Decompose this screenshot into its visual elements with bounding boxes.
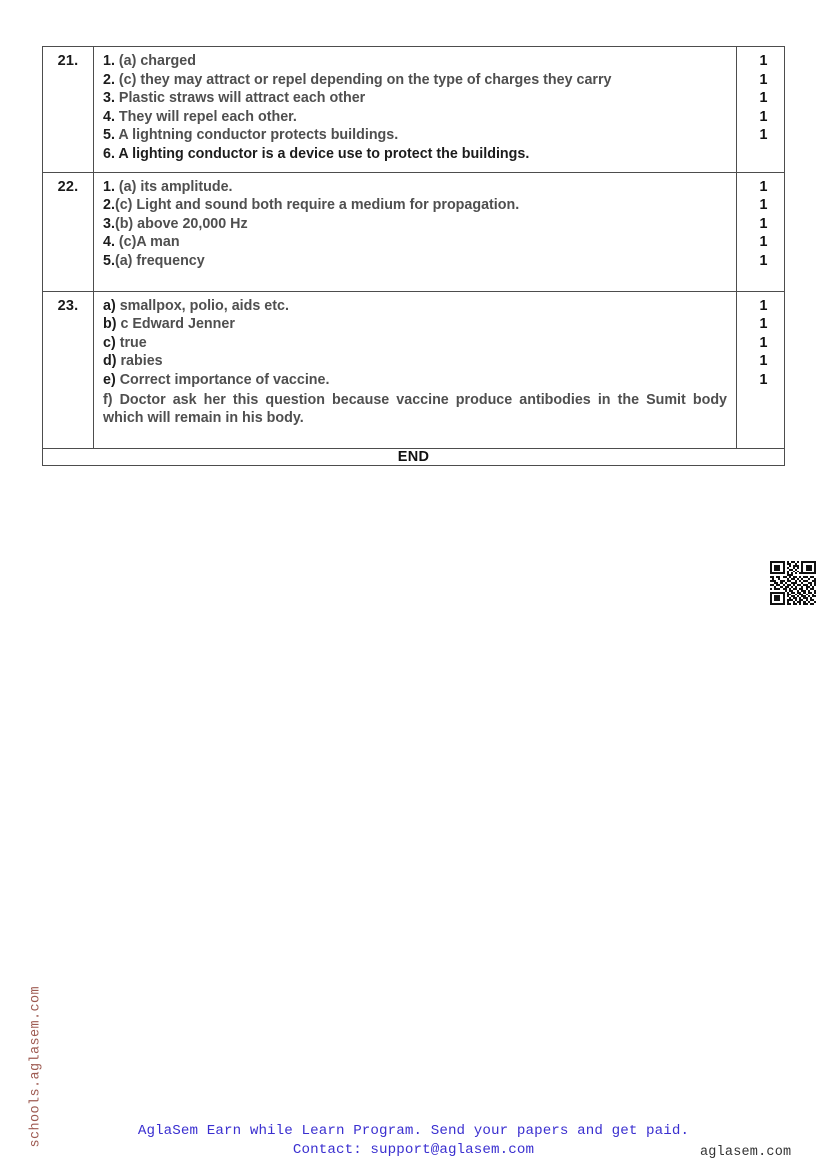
- answer-line-text: (c) Light and sound both require a medium for propagation.: [114, 197, 520, 214]
- mark-value: 1: [759, 71, 768, 88]
- answer-line: [103, 89, 727, 108]
- answer-line: [103, 126, 727, 145]
- row-spacer: [103, 428, 727, 440]
- answer-key-table: [42, 46, 785, 466]
- footer-site-label: aglasem.com: [700, 1145, 792, 1160]
- qr-code-icon: [770, 561, 816, 605]
- table-row: [43, 291, 785, 448]
- marks-cell: [737, 47, 785, 173]
- answer-line: [103, 334, 727, 353]
- answer-line: [103, 71, 727, 90]
- answer-line-text: (c)A man: [114, 234, 180, 251]
- answer-line-lead: 5.: [103, 127, 115, 144]
- question-number: 22.: [57, 178, 79, 195]
- mark-value: 1: [759, 334, 768, 351]
- answer-line-lead: a): [103, 297, 116, 314]
- answer-line: [103, 371, 727, 390]
- answer-line: [103, 352, 727, 371]
- answer-line: [103, 108, 727, 127]
- answer-line: [103, 297, 727, 316]
- answer-line-text: A lighting conductor is a device use to protect the buildings.: [114, 145, 530, 162]
- answer-body-cell: [94, 172, 737, 291]
- answer-line-text: Correct importance of vaccine.: [115, 371, 330, 388]
- question-number: 23.: [57, 297, 79, 314]
- question-number-cell: [43, 291, 94, 448]
- answer-line: [103, 145, 727, 164]
- answer-line-lead: 2.: [103, 71, 115, 88]
- answer-line-lead: 4.: [103, 108, 115, 125]
- answer-line-lead: c): [103, 334, 116, 351]
- footer-promo-line1: AglaSem Earn while Learn Program. Send your papers and get paid.: [137, 1123, 690, 1139]
- mark-value: 1: [759, 316, 768, 333]
- answer-line-lead: 3.: [103, 215, 115, 232]
- mark-value: 1: [759, 234, 768, 251]
- answer-line-text: (a) frequency: [114, 252, 205, 269]
- marks-cell: [737, 291, 785, 448]
- answer-line: [103, 52, 727, 71]
- answer-lines: [94, 292, 736, 448]
- answer-line: [103, 196, 727, 215]
- answer-line-text: (a) its amplitude.: [114, 178, 233, 195]
- question-number-cell: [43, 47, 94, 173]
- answer-line: [103, 315, 727, 334]
- footer-contact-line: Contact: support@aglasem.com: [292, 1142, 535, 1158]
- table-row: [43, 47, 785, 173]
- answer-line-lead: 2.: [103, 197, 115, 214]
- answer-line-text: (a) charged: [114, 53, 196, 69]
- answer-line-text: (c) they may attract or repel depending on the type of charges they carry: [114, 71, 612, 88]
- answer-line-text: true: [115, 334, 147, 351]
- answer-line-lead: 6.: [103, 145, 115, 162]
- mark-value: 1: [759, 90, 768, 107]
- mark-value: 1: [759, 215, 768, 232]
- answer-line: [103, 233, 727, 252]
- mark-value: 1: [759, 371, 768, 388]
- marks-list: [737, 47, 784, 145]
- answer-line-lead: 4.: [103, 234, 115, 251]
- answer-line-lead: 1.: [103, 178, 115, 195]
- answer-line-text: rabies: [116, 353, 163, 370]
- mark-value: 1: [759, 178, 768, 195]
- mark-value: 1: [759, 108, 768, 125]
- answer-lines: [94, 173, 736, 291]
- answer-line-lead: 1.: [103, 53, 115, 69]
- answer-paragraph: f) Doctor ask her this question because vaccine produce antibodies in the Sumit body which will remain in his body.: [103, 391, 727, 427]
- marks-cell: [737, 172, 785, 291]
- side-watermark: schools.aglasem.com: [28, 985, 44, 1148]
- answer-line-lead: 3.: [103, 90, 115, 107]
- mark-value: 1: [759, 252, 768, 269]
- mark-value: 1: [759, 53, 768, 69]
- mark-value: 1: [759, 353, 768, 370]
- answer-line-text: smallpox, polio, aids etc.: [115, 297, 289, 314]
- marks-list: [737, 173, 784, 271]
- answer-line-lead: 5.: [103, 252, 115, 269]
- answer-body-cell: [94, 291, 737, 448]
- answer-table-body: [43, 47, 785, 466]
- answer-line-lead: b): [103, 316, 117, 333]
- answer-line-text: They will repel each other.: [114, 108, 297, 125]
- mark-value: 1: [759, 127, 768, 144]
- question-number-cell: [43, 172, 94, 291]
- answer-lines: [94, 47, 736, 172]
- question-number: 21.: [57, 53, 79, 69]
- marks-list: [737, 292, 784, 390]
- mark-value: 1: [759, 197, 768, 214]
- end-label: END: [43, 448, 785, 465]
- answer-line-text: Plastic straws will attract each other: [114, 90, 366, 107]
- mark-value: 1: [759, 297, 768, 314]
- answer-line-lead: e): [103, 371, 116, 388]
- answer-line-lead: d): [103, 353, 117, 370]
- row-spacer: [103, 271, 727, 283]
- answer-line: [103, 178, 727, 197]
- table-row-end: [43, 448, 785, 465]
- answer-line-text: (b) above 20,000 Hz: [114, 215, 248, 232]
- answer-line: [103, 252, 727, 271]
- answer-line-text: c Edward Jenner: [116, 316, 235, 333]
- answer-line: [103, 215, 727, 234]
- answer-body-cell: [94, 47, 737, 173]
- table-row: [43, 172, 785, 291]
- answer-line-text: A lightning conductor protects buildings.: [114, 127, 399, 144]
